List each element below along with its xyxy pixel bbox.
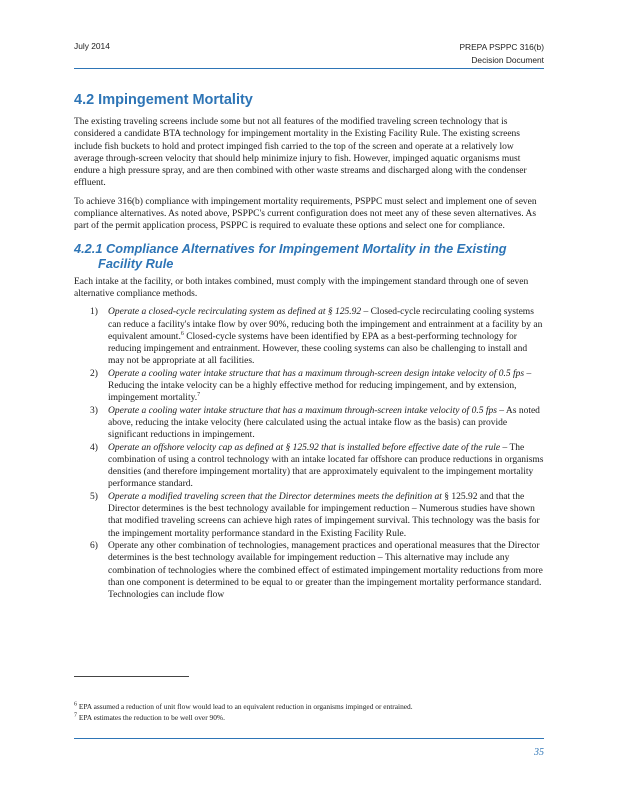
list-item-text: Operate any other combination of technologies, management practices and operational measures that the Director determines is the best technology available for impingement reduction – This alternative may include any combination of technologies where the combined effect of estimated impingement mortality reductions from more than one component is determined to be equal to or greater than the impingement mortality performance standard. Technologies can include flow — [108, 540, 543, 601]
list-item-text: § 125.92 and that the Director determines is the best technology available for impingement reduction – Numerous studies have shown that modified traveling screens can achieve high rates of impingement survival. This technology was the basis for the impingement mortality performance standard in the Existing Facility Rule. — [108, 491, 540, 539]
footnote — [74, 712, 554, 723]
footnotes — [74, 701, 554, 723]
list-item-text: – As noted above, reducing the intake velocity (here calculated using the actual intake flow as the basis) can provide significant reductions in impingement. — [108, 405, 540, 441]
subsection-heading: 4.2.1 Compliance Alternatives for Impingement Mortality in the Existing Facility Rule — [74, 240, 507, 272]
footnote-text: EPA assumed a reduction of unit flow would lead to an equivalent reduction in organisms impinged or entrained. — [77, 702, 413, 711]
list-item-lead: Operate a closed-cycle recirculating system as defined at § 125.92 — [108, 307, 362, 318]
footnote-ref[interactable]: 6 — [180, 330, 184, 337]
section-heading: 4.2 Impingement Mortality — [74, 92, 253, 108]
list-item — [74, 540, 544, 601]
list-item-text-cont: Closed-cycle systems have been identified by EPA as a best-performing technology for reducing impingement and entrainment. However, these cooling systems can also be challenging to install and may not be appropriate at all facilities. — [108, 331, 528, 367]
subsection-intro: Each intake at the facility, or both intakes combined, must comply with the impingement standard through one of seven alternative compliance methods. — [74, 276, 529, 299]
header-document-title — [459, 41, 544, 66]
list-item-number: 6) — [90, 540, 98, 551]
compliance-alternatives-list — [74, 306, 544, 601]
list-item-lead: Operate a modified traveling screen that the Director determines meets the definition at — [108, 491, 442, 502]
list-item-text: – The combination of using a control technology with an intake located far offshore can produce reductions in organisms densities (and therefore impingement mortality) that are approximately equivalent to the impingement mortality performance standard. — [108, 442, 544, 490]
header-divider — [74, 68, 544, 69]
list-item-number: 4) — [90, 442, 98, 453]
list-item — [74, 306, 544, 367]
list-item — [74, 405, 544, 442]
list-item-number: 2) — [90, 368, 98, 379]
list-item-text: – Reducing the intake velocity can be a highly effective method for reducing impingement, and by extension, impingement mortality. — [108, 368, 532, 404]
footer-divider — [74, 738, 544, 739]
list-item-text: – Closed-cycle recirculating cooling systems can reduce a facility's intake flow by over 90%, reducing both the impingement and entrainment at a facility by an equivalent amount. — [108, 307, 543, 342]
list-item-number: 5) — [90, 491, 98, 502]
footnote-ref[interactable]: 7 — [197, 392, 201, 399]
page-content — [74, 92, 544, 601]
footnote-mark: 6 — [74, 701, 77, 708]
footnote-mark: 7 — [74, 712, 77, 719]
header-doc-title: PREPA PSPPC 316(b) — [459, 42, 544, 52]
list-item — [74, 368, 544, 405]
header-date: July 2014 — [74, 41, 110, 51]
section-paragraph-2: To achieve 316(b) compliance with impingement mortality requirements, PSPPC must select and implement one of seven compliance alternatives. As noted above, PSPPC's current configuration does not meet any of these seven alternatives. As part of the permit application process, PSPPC is required to evaluate these options and select one for compliance. — [74, 196, 537, 232]
list-item — [74, 442, 544, 491]
section-paragraph-1: The existing traveling screens include some but not all features of the modified traveling screen technology that is considered a candidate BTA technology for impingement mortality in the Existing Facility Rule. The existing screens include fish buckets to hold and protect impinged fish carried to the top of the screen and operate at a relatively low average through-screen velocity that should help minimize injury to fish. However, impinged aquatic organisms must endure a high pressure spray, and are then combined with other waste streams and discharged along with the condenser effluent. — [74, 117, 527, 189]
list-item-number: 3) — [90, 405, 98, 416]
footnote-divider — [74, 676, 189, 677]
list-item-lead: Operate an offshore velocity cap as defined at § 125.92 that is installed before effective date of the rule — [108, 442, 501, 453]
footnote-text: EPA estimates the reduction to be well over 90%. — [77, 713, 225, 722]
list-item-lead: Operate a cooling water intake structure that has a maximum through-screen design intake velocity of 0.5 fps — [108, 368, 525, 379]
list-item — [74, 491, 544, 540]
list-item-lead: Operate a cooling water intake structure that has a maximum through-screen intake velocity of 0.5 fps — [108, 405, 497, 416]
header-doc-subtitle: Decision Document — [471, 54, 544, 65]
footnote — [74, 701, 554, 712]
page-number: 35 — [534, 747, 544, 758]
list-item-number: 1) — [90, 307, 98, 318]
